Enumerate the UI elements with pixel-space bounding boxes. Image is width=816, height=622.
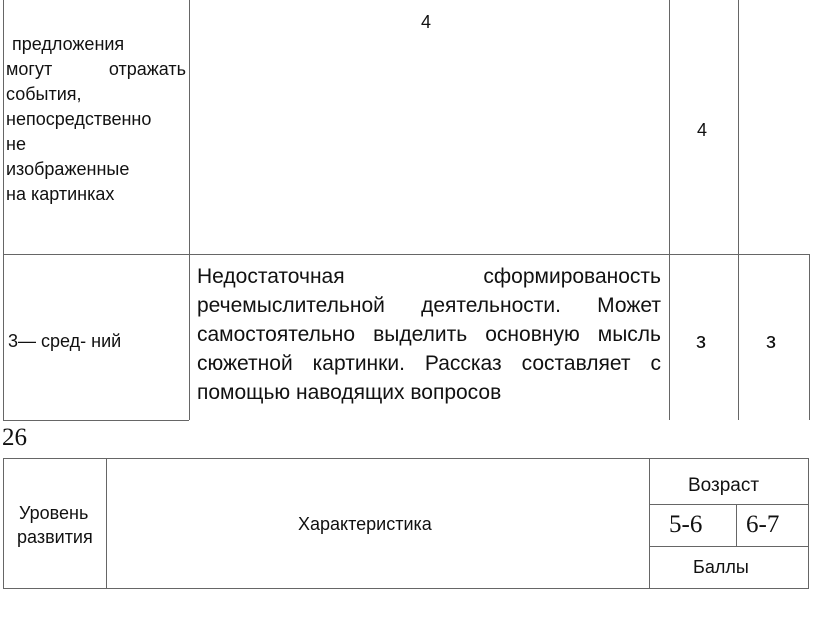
header-characteristic: Характеристика: [298, 514, 432, 534]
char-word: Недостаточная: [197, 265, 345, 288]
score-cell-5-6: 4: [697, 120, 708, 140]
desc-line-3: события,: [6, 84, 82, 104]
row-description: [6, 32, 186, 207]
score-cell-6-7-row2: з: [766, 328, 777, 353]
desc-line-5: не: [6, 134, 26, 154]
header-age: Возраст: [688, 475, 760, 496]
char-word: Может: [597, 294, 661, 317]
level-cell: 3— сред- ний: [8, 331, 122, 351]
char-word: составляет: [521, 352, 631, 375]
header-level: [19, 501, 93, 549]
desc-line-2: [6, 57, 186, 82]
header-age-6-7: 6-7: [746, 511, 780, 538]
header-level-line-2: развития: [17, 527, 93, 547]
header-age-5-6: 5-6: [669, 511, 703, 538]
header-points: Баллы: [693, 557, 749, 577]
char-line-3: [197, 320, 661, 349]
desc-word: отражать: [108, 59, 186, 79]
desc-line-7: на картинках: [6, 184, 115, 204]
char-line-1: [197, 262, 661, 291]
score-cell-top: 4: [421, 12, 432, 32]
desc-line-4: непосредственно: [6, 109, 152, 129]
score-cell-5-6-row2: з: [696, 328, 707, 353]
char-word: мысль: [597, 323, 661, 346]
char-line-2: [197, 291, 661, 320]
char-word: Рассказ: [424, 352, 502, 375]
char-word: картинки.: [312, 352, 405, 375]
char-word: с: [650, 352, 661, 375]
desc-line-6: изображенные: [6, 159, 130, 179]
char-word: выделить: [373, 323, 468, 346]
char-word: самостоятельно: [197, 323, 356, 346]
header-level-line-1: Уровень: [19, 503, 89, 523]
char-line-5: помощью наводящих вопросов: [197, 381, 502, 404]
page-number: 26: [2, 424, 27, 451]
characteristic-cell: [197, 262, 661, 407]
desc-word: могут: [6, 59, 53, 79]
char-word: сюжетной: [197, 352, 293, 375]
char-word: речемыслительной: [197, 294, 385, 317]
char-word: основную: [485, 323, 580, 346]
char-word: сформированость: [483, 265, 661, 288]
desc-line-1: предложения: [12, 34, 125, 54]
char-line-4: [197, 349, 661, 378]
char-word: деятельности.: [421, 294, 561, 317]
